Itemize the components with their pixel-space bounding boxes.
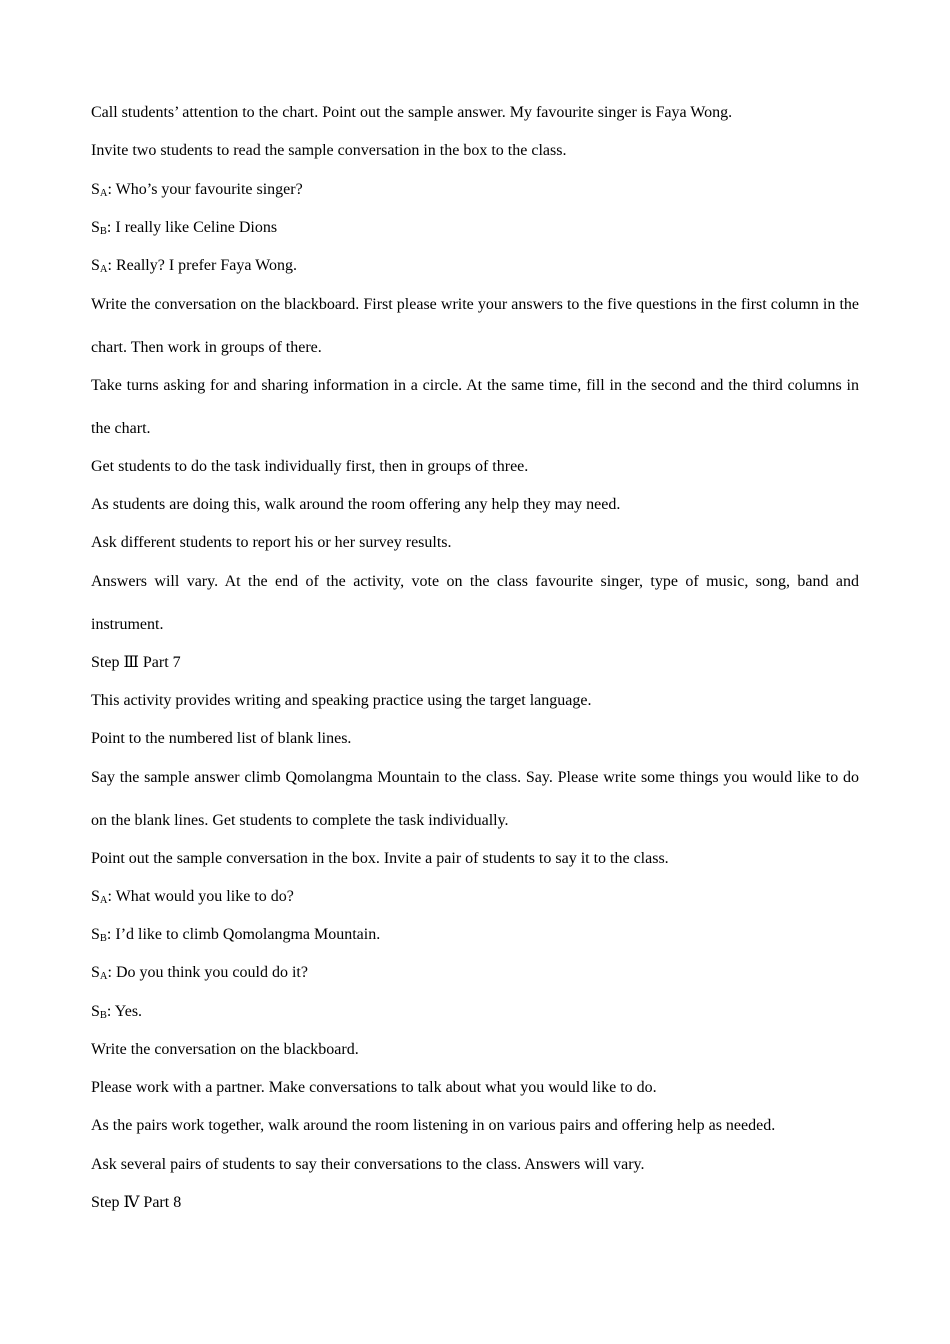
paragraph: Invite two students to read the sample conversation in the box to the class. [91, 142, 567, 159]
paragraph: As students are doing this, walk around the room offering any help they may need. [91, 496, 621, 513]
speaker-label: S [91, 888, 100, 905]
paragraph: Ask different students to report his or her survey results. [91, 534, 452, 551]
paragraph: As the pairs work together, walk around the room listening in on various pairs and offering help as needed. [91, 1117, 776, 1134]
dialogue-text: : Do you think you could do it? [107, 964, 308, 981]
speaker-subscript: A [99, 188, 108, 199]
paragraph: Point to the numbered list of blank lines. [91, 730, 352, 747]
speaker-subscript: A [99, 264, 108, 275]
dialogue-text: : Yes. [106, 1003, 143, 1020]
paragraph: This activity provides writing and speaking practice using the target language. [91, 692, 592, 709]
paragraph: Please work with a partner. Make conversations to talk about what you would like to do. [91, 1079, 657, 1096]
paragraph: Call students’ attention to the chart. Point out the sample answer. My favourite singer is Faya Wong. [91, 104, 733, 121]
paragraph: Write the conversation on the blackboard. First please write your answers to the five questions in the first column in the chart. Then work in groups of there. [91, 296, 859, 356]
paragraph: Ask several pairs of students to say their conversations to the class. Answers will vary. [91, 1156, 645, 1173]
speaker-label: S [91, 964, 100, 981]
paragraph: Answers will vary. At the end of the activity, vote on the class favourite singer, type of music, song, band and instrument. [91, 573, 859, 633]
dialogue-line [91, 256, 859, 275]
dialogue-line [91, 925, 859, 944]
speaker-label: S [91, 181, 100, 198]
step-heading: Step Ⅳ Part 8 [91, 1194, 182, 1211]
paragraph: Get students to do the task individually first, then in groups of three. [91, 458, 529, 475]
dialogue-text: : I really like Celine Dions [106, 219, 278, 236]
speaker-subscript: B [99, 1010, 107, 1021]
speaker-subscript: A [99, 895, 108, 906]
paragraph: Take turns asking for and sharing information in a circle. At the same time, fill in the second and the third columns in the chart. [91, 377, 859, 437]
speaker-label: S [91, 1003, 100, 1020]
dialogue-line [91, 887, 859, 906]
dialogue-text: : I’d like to climb Qomolangma Mountain. [106, 926, 381, 943]
speaker-label: S [91, 257, 100, 274]
dialogue-text: : Really? I prefer Faya Wong. [107, 257, 297, 274]
paragraph: Point out the sample conversation in the box. Invite a pair of students to say it to the class. [91, 850, 669, 867]
speaker-subscript: A [99, 971, 108, 982]
dialogue-text: : What would you like to do? [107, 888, 294, 905]
speaker-label: S [91, 926, 100, 943]
speaker-subscript: B [99, 933, 107, 944]
step-heading: Step Ⅲ Part 7 [91, 654, 181, 671]
dialogue-line [91, 218, 859, 237]
dialogue-line [91, 1002, 859, 1021]
paragraph: Say the sample answer climb Qomolangma Mountain to the class. Say. Please write some things you would like to do on the blank lines. Get students to complete the task individually. [91, 769, 859, 829]
speaker-label: S [91, 219, 100, 236]
dialogue-text: : Who’s your favourite singer? [107, 181, 303, 198]
dialogue-line [91, 180, 859, 199]
speaker-subscript: B [99, 226, 107, 237]
dialogue-line [91, 963, 859, 982]
paragraph: Write the conversation on the blackboard. [91, 1041, 359, 1058]
